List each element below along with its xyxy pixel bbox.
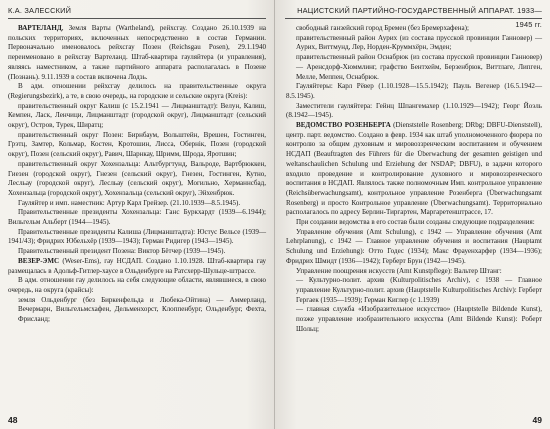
- paragraph: [8, 228, 266, 247]
- paragraph-text: Правительственный президент Позена: Виктор Бётчер (1939—1945).: [18, 247, 226, 256]
- paragraph: [8, 160, 266, 199]
- entry-term: ВАРТЕЛАНД: [18, 24, 62, 32]
- paragraph: [286, 24, 542, 34]
- paragraph: [8, 208, 266, 227]
- paragraph: [8, 257, 266, 276]
- paragraph-text: правительственный округ Калиш (с 15.2.1941 — Лицманштадт): Велун, Калиш, Кемпен, Ласк, Ленчици, Лицманштадт (городской округ), Лицманштадт (сельский округ), Остров, Турек, Ширатц;: [8, 101, 266, 130]
- paragraph: [286, 82, 542, 101]
- paragraph: [8, 276, 266, 295]
- paragraph: [286, 276, 542, 305]
- paragraph: [8, 131, 266, 160]
- paragraph: [286, 228, 542, 267]
- running-head-right: НАЦИСТСКИЙ ПАРТИЙНО-ГОСУДАРСТВЕННЫЙ АППАРАТ. 1933—1945 гг.: [297, 6, 542, 29]
- paragraph: [286, 102, 542, 121]
- paragraph-text: Управление поощрения искусств (Amt Kunstpflege): Вальтер Штанг:: [296, 266, 502, 275]
- paragraph-text: Гауляйтер и имп. наместник: Артур Карл Грейзер. (21.10.1939—8.5.1945).: [18, 198, 241, 207]
- paragraph-text: Правительственные президенты Калиша (Лицманштадта): Юстус Вельсе (1939—1941/43); Фридрих Юбельхёр (1939—1943); Герман Ридигер (1943—1945).: [8, 227, 266, 246]
- header-rule-left: [8, 18, 266, 19]
- running-head-left: К.А. ЗАЛЕССКИЙ: [8, 6, 72, 15]
- paragraph: [286, 218, 542, 228]
- paragraph: [286, 53, 542, 82]
- paragraph: [8, 296, 266, 325]
- paragraph: [286, 34, 542, 53]
- paragraph-text: свободный ганзейский город Бремен (без Бремерхафена);: [296, 24, 469, 32]
- paragraph-text: земля Ольденбург (без Биркенфельда и Любека-Ойтина) — Аммерланд, Вечермарн, Вильгельмсхафен, Дельменхорст, Клоппенбург, Ольденбург, Фехта, Фрисланд;: [18, 295, 266, 324]
- paragraph: [286, 267, 542, 277]
- paragraph-text: правительственный округ Хохензальца: Альтбургтунд, Вальроде, Вартбрюккен, Гиезен (городской округ), Гнезен (сельский округ), Гнезен, Гостинген, Кутно, Лесльау (городской округ), Лесльау (сельский округ), Могильно, Херманнсбад, Хохензальца (городской округ), Хохензальца (сельский округ), Эйхенбрюк.: [8, 159, 266, 197]
- paragraph: [286, 121, 542, 218]
- paragraph-text: При создании ведомства в его состав были созданы следующие подразделения:: [296, 218, 535, 227]
- paragraph-text: Заместители гауляйтера: Гейнц Шпангемахер (1.10.1929—1942); Георг Йоэль (8.1942—1945).: [286, 101, 542, 120]
- left-page-body: [8, 24, 266, 325]
- paragraph-text: правительственный округ Позен: Бирнбаум, Вольштейн, Врешен, Гостинген, Грэтц, Замтер, Кольмар, Костен, Кротошин, Лисса, Обернік, Позен (городской округ), Позен (сельский округ), Равич, Шарнкау, Шримм, Шрода, Яротшин;: [8, 130, 266, 159]
- right-page: [275, 0, 550, 429]
- paragraph-text: (Weser-Ems), гау НСДАП. Создано 1.10.1928. Штаб-квартира гау размещалась в Адольф-Гитлер-хаусе в Ольденбурге на Ратсхерр-Шульце-штрассе.: [8, 256, 266, 275]
- paragraph-text: (Dienststelle Rosenberg; DRbg; DBFU-Dienststell), центр. парт. ведомство. Создано в февр. 1934 как штаб уполномоченного фюрера по контролю за общим духовным и мировоззренческим воспитанием и обучением НСДАП (Beauftragten des Führers für die Überwachung der gesamten geistigen und weltanschaulichen Schulung und Erziehung der NSDAP; DBFU), в задачи которого входило проведение и контролирование духовного и мировоззренческого воспитания в НСДАП. Являлось также полномочным Имп. контрольное управление (Reichsüberwachungsamt), контрольное управление Розенберга (Überwachungsamt Rosenberg) и просто Контрольное управление (Überwachungsamt). Территориально располагалось по адресу Берлин-Тиргартен, Маргаретенштрассе, 17.: [286, 121, 542, 217]
- paragraph-text: , Земля Варты (Wartheland), рейхсгау. Создано 26.10.1939 на польских территориях, включенных непосредственно в состав Германии. Первоначально именовалось рейхсгау Позен (Reichsgau Posen), 29.1.1940 переименовано в рейхсгау Вартеланд. Штаб-квартира гауляйтера (и управления), являясь наместником, а также партийного аппарата располагалась в Позене (Познань). 9.11.1939 в состав включена Лодзь.: [8, 24, 266, 81]
- paragraph-text: В адм. отношении гау делилось на себя следующие области, являвшиеся, в свою очередь, на округа (крайсы):: [8, 276, 266, 294]
- paragraph: [286, 305, 542, 334]
- paragraph-text: В адм. отношении рейхсгау делилось на правительственные округа (Regierungsbezirk), а те, в свою очередь, на городские и сельские округа (Kreis):: [8, 82, 266, 100]
- paragraph: [8, 82, 266, 101]
- header-rule-right: [285, 18, 542, 19]
- paragraph-text: — главная служба «Изобразительное искусство» (Hauptstelle Bildende Kunst), позже управление изобразительного искусства (Amt Bildende Kunst): Роберт Шольц;: [296, 305, 542, 333]
- page-number-left: 48: [8, 415, 18, 425]
- paragraph-text: правительственный район Аурих (из состава прусской провинции Ганновер) — Аурих, Виттмунд, Лер, Норден-Круммхёрн, Эмден;: [296, 33, 542, 52]
- paragraph-text: Гауляйтеры: Карл Рёвер (1.10.1928—15.5.1942); Пауль Вегенер (16.5.1942—8.5.1945).: [286, 82, 542, 100]
- paragraph: [8, 247, 266, 257]
- paragraph-text: правительственный район Оснабрюк (из состава прусской провинции Ганновер) — Аренсдорф-Хюммлинг, графство Бентхейм, Берзенбрюк, Виттлаге, Липген, Мелле, Меппен, Оснабрюк.: [296, 53, 542, 81]
- right-page-body: [286, 24, 542, 335]
- paragraph-text: — Культурно-полит. архив (Kulturpolitisches Archiv), с 1938 — Главное управление Культурно-полит. архив (Hauptstelle Kulturpolitisches Archiv): Герберт Гергаек (1935—1939); Герман Киглер (с 1.1939): [296, 276, 542, 304]
- paragraph: [8, 199, 266, 209]
- page-number-right: 49: [532, 415, 542, 425]
- paragraph: [8, 24, 266, 82]
- entry-term: ВЕДОМСТВО РОЗЕНБЕРГА: [296, 121, 391, 130]
- paragraph-text: Правительственные президенты Хохензальца: Ганс Буркхардт (1939—6.1944); Вильгельм Альберт (1944—1945).: [8, 208, 266, 227]
- paragraph: [8, 102, 266, 131]
- entry-term: ВЕЗЕР-ЭМС: [18, 256, 60, 265]
- paragraph-text: Управление обучения (Amt Schulung), с 1942 — Управление обучения (Amt Lehrplanung), с 1942 — Главное управление обучения и воспитания (Hauptamt Schulung und Erziehung): Отто Годес (1934); Макс Фрауенхарфер (1934—1936); Фридрих Шмидт (1936—1942); Герберт Брун (1942—1945).: [286, 227, 542, 265]
